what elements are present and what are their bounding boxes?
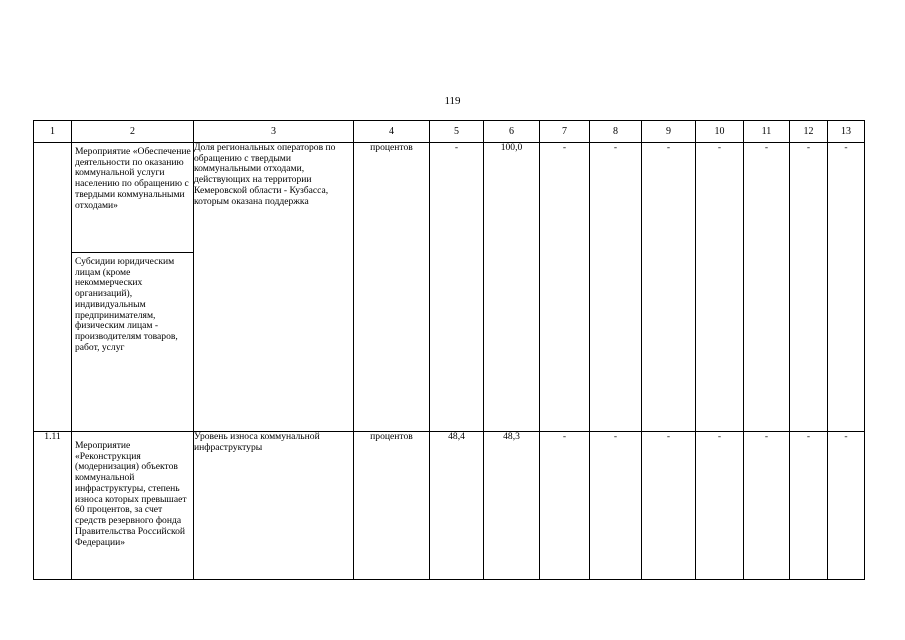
value-cell: -: [590, 432, 642, 580]
column-header: 3: [194, 121, 354, 143]
value-cell: -: [828, 432, 865, 580]
subsidy-cell: Субсидии юридическим лицам (кроме некоммерческих организаций), индивидуальным предпринимателям, физическим лицам - производителям товаров, работ, услуг: [72, 253, 194, 432]
column-header: 8: [590, 121, 642, 143]
value-cell: -: [744, 143, 790, 432]
value-cell: -: [590, 143, 642, 432]
table-row: [34, 143, 865, 253]
column-header: 1: [34, 121, 72, 143]
value-cell: -: [696, 432, 744, 580]
row-number: 1.11: [34, 432, 72, 580]
indicator-cell: Уровень износа коммунальной инфраструктуры: [194, 432, 354, 580]
column-header: 13: [828, 121, 865, 143]
event-cell: Мероприятие «Обеспечение деятельности по оказанию коммунальной услуги населению по обращению с твердыми коммунальными отходами»: [72, 143, 194, 253]
value-cell: -: [828, 143, 865, 432]
value-cell: -: [790, 143, 828, 432]
value-cell: 100,0: [484, 143, 540, 432]
column-header: 6: [484, 121, 540, 143]
value-cell: -: [540, 143, 590, 432]
column-header: 2: [72, 121, 194, 143]
column-header: 7: [540, 121, 590, 143]
value-cell: -: [696, 143, 744, 432]
table-row: [34, 432, 865, 580]
column-header: 12: [790, 121, 828, 143]
value-cell: 48,3: [484, 432, 540, 580]
page-number: 119: [444, 95, 461, 107]
header-row: [34, 121, 865, 143]
indicator-cell: Доля региональных операторов по обращению с твердыми коммунальными отходами, действующих на территории Кемеровской области - Кузбасса, которым оказана поддержка: [194, 143, 354, 432]
value-cell: -: [790, 432, 828, 580]
column-header: 11: [744, 121, 790, 143]
unit-cell: процентов: [354, 143, 430, 432]
row-number: [34, 143, 72, 432]
column-header: 10: [696, 121, 744, 143]
value-cell: 48,4: [430, 432, 484, 580]
column-header: 9: [642, 121, 696, 143]
value-cell: -: [642, 432, 696, 580]
value-cell: -: [430, 143, 484, 432]
column-header: 4: [354, 121, 430, 143]
value-cell: -: [744, 432, 790, 580]
column-header: 5: [430, 121, 484, 143]
value-cell: -: [540, 432, 590, 580]
value-cell: -: [642, 143, 696, 432]
unit-cell: процентов: [354, 432, 430, 580]
event-cell: Мероприятие «Реконструкция (модернизация) объектов коммунальной инфраструктуры, степень износа которых превышает 60 процентов, за счет средств резервного фонда Правительства Российской Федерации»: [72, 432, 194, 580]
indicators-table: [33, 120, 865, 580]
